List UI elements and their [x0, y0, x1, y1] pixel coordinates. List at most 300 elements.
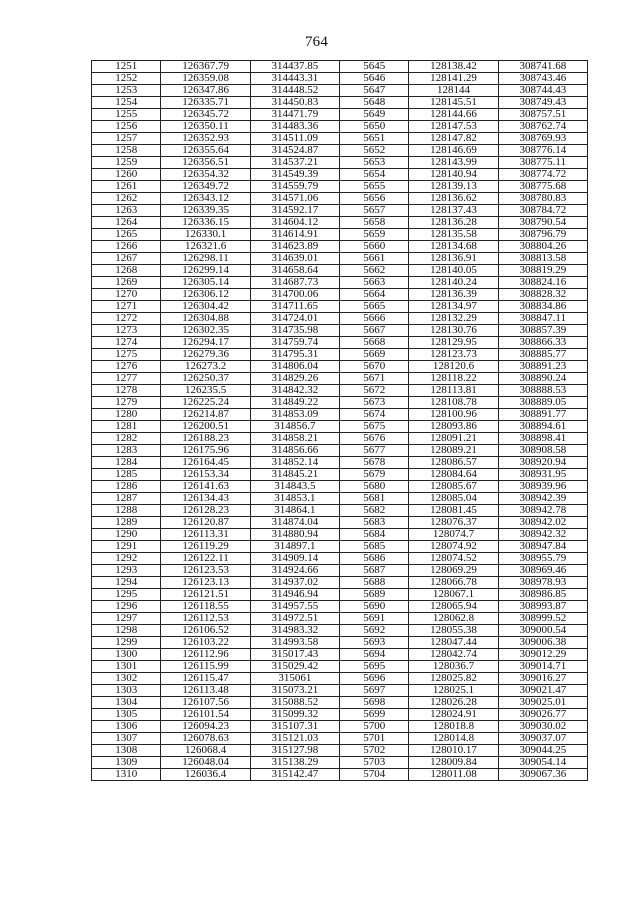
point-number-right: 5672	[339, 385, 408, 397]
point-number-left: 1269	[92, 277, 161, 289]
y-coordinate-right: 308819.29	[498, 265, 587, 277]
point-number-left: 1286	[92, 481, 161, 493]
x-coordinate-left: 126036.4	[161, 769, 250, 781]
point-number-left: 1267	[92, 253, 161, 265]
point-number-left: 1300	[92, 649, 161, 661]
table-row	[92, 361, 588, 373]
table-row	[92, 97, 588, 109]
table-row	[92, 421, 588, 433]
y-coordinate-right: 308780.83	[498, 193, 587, 205]
table-row	[92, 697, 588, 709]
table-row	[92, 193, 588, 205]
y-coordinate-right: 309021.47	[498, 685, 587, 697]
x-coordinate-right: 128091.21	[409, 433, 498, 445]
x-coordinate-right: 128145.51	[409, 97, 498, 109]
y-coordinate-left: 314524.87	[250, 145, 339, 157]
point-number-left: 1290	[92, 529, 161, 541]
y-coordinate-right: 308942.78	[498, 505, 587, 517]
x-coordinate-right: 128062.8	[409, 613, 498, 625]
point-number-left: 1259	[92, 157, 161, 169]
x-coordinate-left: 126128.23	[161, 505, 250, 517]
point-number-right: 5657	[339, 205, 408, 217]
table-row	[92, 733, 588, 745]
x-coordinate-left: 126112.53	[161, 613, 250, 625]
y-coordinate-right: 308834.86	[498, 301, 587, 313]
point-number-right: 5659	[339, 229, 408, 241]
y-coordinate-right: 308847.11	[498, 313, 587, 325]
y-coordinate-right: 309030.02	[498, 721, 587, 733]
x-coordinate-left: 126113.31	[161, 529, 250, 541]
point-number-right: 5691	[339, 613, 408, 625]
x-coordinate-left: 126122.11	[161, 553, 250, 565]
table-row	[92, 577, 588, 589]
point-number-right: 5695	[339, 661, 408, 673]
x-coordinate-left: 126068.4	[161, 745, 250, 757]
point-number-left: 1262	[92, 193, 161, 205]
y-coordinate-right: 309044.25	[498, 745, 587, 757]
x-coordinate-right: 128081.45	[409, 505, 498, 517]
x-coordinate-right: 128085.04	[409, 493, 498, 505]
x-coordinate-left: 126214.87	[161, 409, 250, 421]
x-coordinate-left: 126120.87	[161, 517, 250, 529]
y-coordinate-left: 314843.5	[250, 481, 339, 493]
point-number-left: 1265	[92, 229, 161, 241]
x-coordinate-right: 128089.21	[409, 445, 498, 457]
y-coordinate-right: 308741.68	[498, 61, 587, 73]
y-coordinate-left: 314849.22	[250, 397, 339, 409]
y-coordinate-left: 314852.14	[250, 457, 339, 469]
table-row	[92, 145, 588, 157]
x-coordinate-right: 128069.29	[409, 565, 498, 577]
x-coordinate-left: 126115.47	[161, 673, 250, 685]
point-number-right: 5669	[339, 349, 408, 361]
x-coordinate-left: 126107.56	[161, 697, 250, 709]
point-number-left: 1280	[92, 409, 161, 421]
point-number-left: 1254	[92, 97, 161, 109]
point-number-left: 1287	[92, 493, 161, 505]
x-coordinate-right: 128084.64	[409, 469, 498, 481]
y-coordinate-left: 314604.12	[250, 217, 339, 229]
x-coordinate-right: 128136.91	[409, 253, 498, 265]
y-coordinate-left: 314443.31	[250, 73, 339, 85]
point-number-left: 1273	[92, 325, 161, 337]
x-coordinate-left: 126305.14	[161, 277, 250, 289]
y-coordinate-left: 314946.94	[250, 589, 339, 601]
y-coordinate-right: 308891.77	[498, 409, 587, 421]
y-coordinate-left: 314937.02	[250, 577, 339, 589]
x-coordinate-right: 128118.22	[409, 373, 498, 385]
point-number-right: 5699	[339, 709, 408, 721]
y-coordinate-left: 314724.01	[250, 313, 339, 325]
y-coordinate-right: 308955.79	[498, 553, 587, 565]
point-number-left: 1272	[92, 313, 161, 325]
y-coordinate-left: 314511.09	[250, 133, 339, 145]
y-coordinate-left: 315029.42	[250, 661, 339, 673]
x-coordinate-right: 128140.24	[409, 277, 498, 289]
point-number-left: 1291	[92, 541, 161, 553]
y-coordinate-right: 309025.01	[498, 697, 587, 709]
x-coordinate-left: 126356.51	[161, 157, 250, 169]
x-coordinate-right: 128018.8	[409, 721, 498, 733]
point-number-left: 1278	[92, 385, 161, 397]
point-number-right: 5663	[339, 277, 408, 289]
y-coordinate-right: 308775.11	[498, 157, 587, 169]
point-number-left: 1302	[92, 673, 161, 685]
x-coordinate-right: 128066.78	[409, 577, 498, 589]
table-row	[92, 85, 588, 97]
point-number-left: 1301	[92, 661, 161, 673]
x-coordinate-left: 126119.29	[161, 541, 250, 553]
x-coordinate-right: 128014.8	[409, 733, 498, 745]
point-number-left: 1306	[92, 721, 161, 733]
y-coordinate-left: 315073.21	[250, 685, 339, 697]
x-coordinate-left: 126352.93	[161, 133, 250, 145]
table-row	[92, 73, 588, 85]
point-number-right: 5692	[339, 625, 408, 637]
x-coordinate-left: 126355.64	[161, 145, 250, 157]
y-coordinate-left: 314471.79	[250, 109, 339, 121]
point-number-right: 5687	[339, 565, 408, 577]
x-coordinate-left: 126048.04	[161, 757, 250, 769]
point-number-right: 5700	[339, 721, 408, 733]
x-coordinate-left: 126336.15	[161, 217, 250, 229]
x-coordinate-right: 128086.57	[409, 457, 498, 469]
table-row	[92, 265, 588, 277]
table-row	[92, 721, 588, 733]
x-coordinate-right: 128120.6	[409, 361, 498, 373]
x-coordinate-left: 126347.86	[161, 85, 250, 97]
y-coordinate-right: 309054.14	[498, 757, 587, 769]
y-coordinate-left: 314687.73	[250, 277, 339, 289]
point-number-left: 1310	[92, 769, 161, 781]
x-coordinate-right: 128108.78	[409, 397, 498, 409]
x-coordinate-left: 126134.43	[161, 493, 250, 505]
point-number-left: 1298	[92, 625, 161, 637]
y-coordinate-right: 308749.43	[498, 97, 587, 109]
x-coordinate-left: 126112.96	[161, 649, 250, 661]
y-coordinate-right: 308790.54	[498, 217, 587, 229]
table-row	[92, 277, 588, 289]
y-coordinate-left: 314448.52	[250, 85, 339, 97]
x-coordinate-right: 128147.82	[409, 133, 498, 145]
y-coordinate-right: 308939.96	[498, 481, 587, 493]
point-number-left: 1282	[92, 433, 161, 445]
y-coordinate-right: 308866.33	[498, 337, 587, 349]
y-coordinate-left: 315107.31	[250, 721, 339, 733]
table-row	[92, 109, 588, 121]
point-number-left: 1266	[92, 241, 161, 253]
y-coordinate-right: 309000.54	[498, 625, 587, 637]
x-coordinate-right: 128140.94	[409, 169, 498, 181]
x-coordinate-right: 128130.76	[409, 325, 498, 337]
y-coordinate-left: 314993.58	[250, 637, 339, 649]
y-coordinate-right: 308828.32	[498, 289, 587, 301]
table-row	[92, 553, 588, 565]
point-number-left: 1288	[92, 505, 161, 517]
point-number-right: 5670	[339, 361, 408, 373]
table-row	[92, 157, 588, 169]
point-number-right: 5693	[339, 637, 408, 649]
x-coordinate-right: 128140.05	[409, 265, 498, 277]
point-number-right: 5647	[339, 85, 408, 97]
x-coordinate-right: 128134.97	[409, 301, 498, 313]
point-number-left: 1252	[92, 73, 161, 85]
point-number-right: 5655	[339, 181, 408, 193]
point-number-left: 1258	[92, 145, 161, 157]
x-coordinate-right: 128093.86	[409, 421, 498, 433]
y-coordinate-right: 308898.41	[498, 433, 587, 445]
point-number-right: 5681	[339, 493, 408, 505]
point-number-right: 5683	[339, 517, 408, 529]
x-coordinate-right: 128074.52	[409, 553, 498, 565]
table-row	[92, 301, 588, 313]
point-number-right: 5694	[339, 649, 408, 661]
point-number-left: 1279	[92, 397, 161, 409]
table-row	[92, 757, 588, 769]
x-coordinate-left: 126115.99	[161, 661, 250, 673]
point-number-left: 1292	[92, 553, 161, 565]
table-row	[92, 349, 588, 361]
point-number-right: 5690	[339, 601, 408, 613]
point-number-right: 5652	[339, 145, 408, 157]
x-coordinate-left: 126304.88	[161, 313, 250, 325]
y-coordinate-left: 314559.79	[250, 181, 339, 193]
point-number-left: 1284	[92, 457, 161, 469]
point-number-right: 5676	[339, 433, 408, 445]
x-coordinate-left: 126279.36	[161, 349, 250, 361]
y-coordinate-left: 314437.85	[250, 61, 339, 73]
x-coordinate-left: 126298.11	[161, 253, 250, 265]
table-row	[92, 253, 588, 265]
y-coordinate-left: 314853.09	[250, 409, 339, 421]
point-number-left: 1294	[92, 577, 161, 589]
y-coordinate-right: 308908.58	[498, 445, 587, 457]
x-coordinate-left: 126106.52	[161, 625, 250, 637]
point-number-right: 5684	[339, 529, 408, 541]
point-number-right: 5702	[339, 745, 408, 757]
x-coordinate-right: 128025.1	[409, 685, 498, 697]
x-coordinate-left: 126330.1	[161, 229, 250, 241]
point-number-left: 1257	[92, 133, 161, 145]
table-row	[92, 613, 588, 625]
y-coordinate-left: 314853.1	[250, 493, 339, 505]
y-coordinate-right: 308784.72	[498, 205, 587, 217]
point-number-left: 1270	[92, 289, 161, 301]
x-coordinate-left: 126350.11	[161, 121, 250, 133]
x-coordinate-right: 128026.28	[409, 697, 498, 709]
x-coordinate-left: 126250.37	[161, 373, 250, 385]
y-coordinate-left: 314623.89	[250, 241, 339, 253]
x-coordinate-right: 128141.29	[409, 73, 498, 85]
y-coordinate-left: 314795.31	[250, 349, 339, 361]
x-coordinate-left: 126164.45	[161, 457, 250, 469]
y-coordinate-left: 314909.14	[250, 553, 339, 565]
y-coordinate-left: 314874.04	[250, 517, 339, 529]
point-number-left: 1283	[92, 445, 161, 457]
y-coordinate-right: 309037.07	[498, 733, 587, 745]
point-number-left: 1274	[92, 337, 161, 349]
x-coordinate-right: 128011.08	[409, 769, 498, 781]
point-number-left: 1305	[92, 709, 161, 721]
x-coordinate-right: 128067.1	[409, 589, 498, 601]
point-number-right: 5696	[339, 673, 408, 685]
point-number-right: 5703	[339, 757, 408, 769]
table-row	[92, 517, 588, 529]
point-number-right: 5650	[339, 121, 408, 133]
point-number-left: 1289	[92, 517, 161, 529]
y-coordinate-left: 315061	[250, 673, 339, 685]
y-coordinate-left: 315142.47	[250, 769, 339, 781]
point-number-left: 1264	[92, 217, 161, 229]
y-coordinate-right: 308920.94	[498, 457, 587, 469]
y-coordinate-right: 308888.53	[498, 385, 587, 397]
table-row	[92, 181, 588, 193]
point-number-left: 1293	[92, 565, 161, 577]
y-coordinate-right: 308743.46	[498, 73, 587, 85]
x-coordinate-right: 128085.67	[409, 481, 498, 493]
y-coordinate-left: 315017.43	[250, 649, 339, 661]
table-row	[92, 241, 588, 253]
x-coordinate-left: 126078.63	[161, 733, 250, 745]
point-number-right: 5668	[339, 337, 408, 349]
table-row	[92, 661, 588, 673]
y-coordinate-left: 315088.52	[250, 697, 339, 709]
x-coordinate-left: 126094.23	[161, 721, 250, 733]
y-coordinate-left: 314711.65	[250, 301, 339, 313]
point-number-left: 1251	[92, 61, 161, 73]
table-row	[92, 325, 588, 337]
y-coordinate-right: 308942.32	[498, 529, 587, 541]
point-number-left: 1256	[92, 121, 161, 133]
y-coordinate-left: 314483.36	[250, 121, 339, 133]
point-number-right: 5698	[339, 697, 408, 709]
y-coordinate-left: 314829.26	[250, 373, 339, 385]
x-coordinate-right: 128047.44	[409, 637, 498, 649]
x-coordinate-right: 128123.73	[409, 349, 498, 361]
point-number-left: 1297	[92, 613, 161, 625]
x-coordinate-right: 128065.94	[409, 601, 498, 613]
y-coordinate-left: 314924.66	[250, 565, 339, 577]
y-coordinate-left: 314842.32	[250, 385, 339, 397]
coordinates-table-body	[92, 61, 588, 781]
x-coordinate-left: 126123.53	[161, 565, 250, 577]
table-row	[92, 601, 588, 613]
y-coordinate-right: 308796.79	[498, 229, 587, 241]
y-coordinate-right: 308993.87	[498, 601, 587, 613]
y-coordinate-left: 314735.98	[250, 325, 339, 337]
point-number-right: 5680	[339, 481, 408, 493]
x-coordinate-left: 126123.13	[161, 577, 250, 589]
table-row	[92, 133, 588, 145]
x-coordinate-right: 128137.43	[409, 205, 498, 217]
x-coordinate-left: 126302.35	[161, 325, 250, 337]
x-coordinate-left: 126225.24	[161, 397, 250, 409]
point-number-right: 5689	[339, 589, 408, 601]
point-number-right: 5686	[339, 553, 408, 565]
x-coordinate-right: 128036.7	[409, 661, 498, 673]
x-coordinate-right: 128138.42	[409, 61, 498, 73]
point-number-right: 5685	[339, 541, 408, 553]
x-coordinate-right: 128074.92	[409, 541, 498, 553]
x-coordinate-right: 128024.91	[409, 709, 498, 721]
x-coordinate-right: 128146.69	[409, 145, 498, 157]
point-number-right: 5664	[339, 289, 408, 301]
x-coordinate-left: 126299.14	[161, 265, 250, 277]
point-number-right: 5658	[339, 217, 408, 229]
y-coordinate-left: 314880.94	[250, 529, 339, 541]
x-coordinate-right: 128025.82	[409, 673, 498, 685]
y-coordinate-left: 314549.39	[250, 169, 339, 181]
table-row	[92, 637, 588, 649]
table-row	[92, 445, 588, 457]
x-coordinate-right: 128132.29	[409, 313, 498, 325]
point-number-right: 5666	[339, 313, 408, 325]
y-coordinate-right: 308947.84	[498, 541, 587, 553]
point-number-right: 5662	[339, 265, 408, 277]
table-row	[92, 541, 588, 553]
x-coordinate-left: 126294.17	[161, 337, 250, 349]
x-coordinate-right: 128055.38	[409, 625, 498, 637]
x-coordinate-left: 126153.34	[161, 469, 250, 481]
y-coordinate-right: 308769.93	[498, 133, 587, 145]
table-row	[92, 745, 588, 757]
y-coordinate-left: 314592.17	[250, 205, 339, 217]
y-coordinate-left: 314806.04	[250, 361, 339, 373]
x-coordinate-left: 126101.54	[161, 709, 250, 721]
y-coordinate-left: 315138.29	[250, 757, 339, 769]
point-number-left: 1268	[92, 265, 161, 277]
x-coordinate-right: 128144.66	[409, 109, 498, 121]
x-coordinate-left: 126345.72	[161, 109, 250, 121]
table-row	[92, 769, 588, 781]
y-coordinate-right: 308931.95	[498, 469, 587, 481]
y-coordinate-right: 309014.71	[498, 661, 587, 673]
point-number-left: 1285	[92, 469, 161, 481]
y-coordinate-right: 308969.46	[498, 565, 587, 577]
y-coordinate-right: 308824.16	[498, 277, 587, 289]
x-coordinate-right: 128100.96	[409, 409, 498, 421]
point-number-left: 1263	[92, 205, 161, 217]
point-number-right: 5646	[339, 73, 408, 85]
y-coordinate-left: 314897.1	[250, 541, 339, 553]
table-row	[92, 205, 588, 217]
y-coordinate-left: 314537.21	[250, 157, 339, 169]
x-coordinate-right: 128147.53	[409, 121, 498, 133]
table-row	[92, 373, 588, 385]
point-number-left: 1275	[92, 349, 161, 361]
y-coordinate-right: 309012.29	[498, 649, 587, 661]
x-coordinate-left: 126113.48	[161, 685, 250, 697]
table-row	[92, 493, 588, 505]
y-coordinate-right: 309006.38	[498, 637, 587, 649]
point-number-left: 1303	[92, 685, 161, 697]
y-coordinate-left: 314957.55	[250, 601, 339, 613]
point-number-right: 5697	[339, 685, 408, 697]
point-number-left: 1307	[92, 733, 161, 745]
x-coordinate-left: 126339.35	[161, 205, 250, 217]
x-coordinate-right: 128129.95	[409, 337, 498, 349]
x-coordinate-right: 128042.74	[409, 649, 498, 661]
y-coordinate-right: 308776.14	[498, 145, 587, 157]
x-coordinate-left: 126354.32	[161, 169, 250, 181]
point-number-left: 1304	[92, 697, 161, 709]
y-coordinate-right: 308894.61	[498, 421, 587, 433]
point-number-right: 5682	[339, 505, 408, 517]
point-number-left: 1277	[92, 373, 161, 385]
table-row	[92, 313, 588, 325]
y-coordinate-left: 314658.64	[250, 265, 339, 277]
table-row	[92, 409, 588, 421]
